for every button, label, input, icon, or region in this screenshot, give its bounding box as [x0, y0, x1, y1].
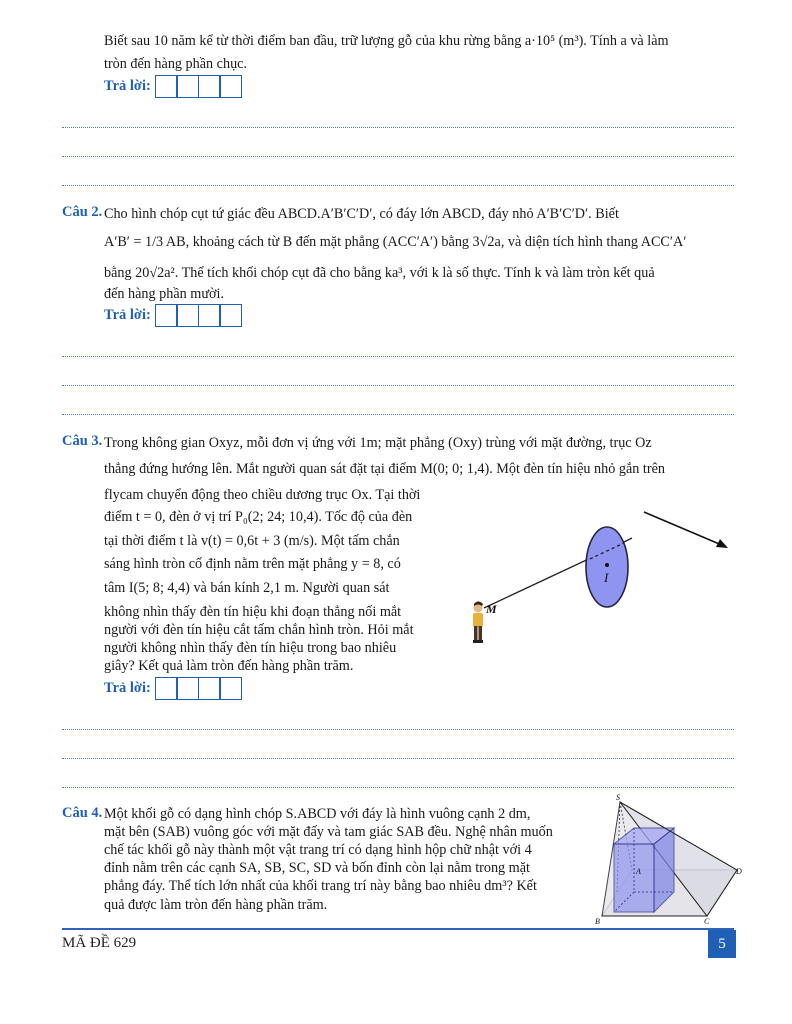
answer-line — [62, 729, 734, 730]
answer-box[interactable] — [155, 677, 178, 700]
answer-line — [62, 356, 734, 357]
answer-box[interactable] — [155, 304, 178, 327]
question-4-line: đỉnh nằm trên các cạnh SA, SB, SC, SD và bốn đỉnh còn lại nằm trong mặt — [104, 860, 530, 876]
question-2-line: A′B′ = 1/3 AB, khoảng cách từ B đến mặt phẳng (ACC′A′) bằng 3√2a, và diện tích hình thang ACC′A′ — [104, 234, 687, 250]
sight-line — [484, 556, 595, 608]
question-4-figure — [592, 792, 742, 926]
question-2-line: bằng 20√2a². Thể tích khối chóp cụt đã cho bằng ka³, với k là số thực. Tính k và làm tròn kết quả — [104, 265, 655, 281]
label-A: A — [636, 867, 641, 876]
question-3-line: flycam chuyển động theo chiều dương trục Ox. Tại thời — [104, 487, 421, 503]
question-3-line: thẳng đứng hướng lên. Mắt người quan sát đặt tại điểm M(0; 0; 1,4). Một đèn tín hiệu nhỏ gắn trên — [104, 461, 665, 477]
answer-boxes[interactable] — [155, 677, 242, 700]
question-3-line: tâm I(5; 8; 4,4) và bán kính 2,1 m. Người quan sát — [104, 580, 390, 596]
question-3-line: tại thời điểm t là v(t) = 0,6t + 3 (m/s). Một tấm chắn — [104, 533, 400, 549]
answer-line — [62, 185, 734, 186]
arrow-head — [716, 539, 728, 548]
question-3-label: Câu 3. — [62, 433, 103, 449]
answer-box[interactable] — [198, 677, 221, 700]
page-number: 5 — [708, 930, 736, 958]
question-4-line: mặt bên (SAB) vuông góc với mặt đấy và tam giác SAB đều. Nghệ nhân muốn — [104, 824, 553, 840]
label-M: M — [486, 602, 497, 616]
answer-box[interactable] — [219, 304, 242, 327]
answer-line — [62, 787, 734, 788]
question-4-label: Câu 4. — [62, 805, 103, 821]
answer-line — [62, 385, 734, 386]
question-4-line: chế tác khối gỗ này thành một vật trang trí có dạng hình hộp chữ nhật với 4 — [104, 842, 532, 858]
answer-box[interactable] — [176, 304, 199, 327]
question-2-line: đến hàng phần mười. — [104, 286, 224, 302]
question-4-line: quả được làm tròn đến hàng phần trăm. — [104, 897, 328, 913]
answer-box[interactable] — [198, 304, 221, 327]
answer-row-1 — [104, 75, 242, 98]
question-3-line: không nhìn thấy đèn tín hiệu khi đoạn thẳng nối mắt — [104, 604, 402, 620]
footer-divider — [62, 928, 734, 930]
answer-box[interactable] — [198, 75, 221, 98]
answer-label: Trả lời: — [104, 78, 151, 94]
question-3-line: người với đèn tín hiệu cắt tấm chắn hình tròn. Hỏi mắt — [104, 622, 414, 638]
question-3-line: điểm t = 0, đèn ở vị trí P₀(2; 24; 10,4). Tốc độ của đèn — [104, 509, 413, 525]
label-B: B — [595, 917, 600, 926]
exam-code: MÃ ĐỀ 629 — [62, 935, 137, 951]
label-C: C — [704, 917, 710, 926]
label-D: D — [736, 867, 742, 876]
answer-line — [62, 127, 734, 128]
answer-box[interactable] — [219, 75, 242, 98]
question-3-line: người không nhìn thấy đèn tín hiệu trong bao nhiêu — [104, 640, 397, 656]
intro-line-2: tròn đến hàng phần chục. — [104, 56, 248, 72]
answer-boxes[interactable] — [155, 304, 242, 327]
question-2-line: Cho hình chóp cụt tứ giác đều ABCD.A′B′C′D′, có đáy lớn ABCD, đáy nhỏ A′B′C′D′. Biết — [104, 206, 619, 222]
question-3-line: sáng hình tròn cố định nằm trên mặt phẳng y = 8, có — [104, 556, 401, 572]
question-4-line: phẳng đáy. Thể tích lớn nhất của khối trang trí này bằng bao nhiêu dm³? Kết — [104, 878, 537, 894]
flycam-path — [644, 512, 724, 546]
question-3-line: Trong không gian Oxyz, mỗi đơn vị ứng với 1m; mặt phẳng (Oxy) trùng với mặt đường, trục Oz — [104, 435, 652, 451]
center-point — [605, 563, 609, 567]
question-3-figure — [462, 492, 736, 652]
answer-box[interactable] — [155, 75, 178, 98]
answer-row-3 — [104, 677, 242, 700]
answer-line — [62, 414, 734, 415]
answer-row-2 — [104, 304, 242, 327]
intro-line-1: Biết sau 10 năm kể từ thời điểm ban đầu, trữ lượng gỗ của khu rừng bằng a·10⁵ (m³). Tính a và làm — [104, 33, 669, 49]
label-I: I — [604, 570, 609, 585]
question-4-line: Một khối gỗ có dạng hình chóp S.ABCD với đáy là hình vuông cạnh 2 dm, — [104, 806, 531, 822]
answer-box[interactable] — [219, 677, 242, 700]
answer-label: Trả lời: — [104, 307, 151, 323]
answer-line — [62, 758, 734, 759]
label-S: S — [616, 793, 620, 802]
answer-box[interactable] — [176, 75, 199, 98]
answer-box[interactable] — [176, 677, 199, 700]
question-2-label: Câu 2. — [62, 204, 103, 220]
observer-person — [473, 602, 483, 644]
answer-boxes[interactable] — [155, 75, 242, 98]
question-3-line: giây? Kết quả làm tròn đến hàng phần trăm. — [104, 658, 354, 674]
answer-line — [62, 156, 734, 157]
answer-label: Trả lời: — [104, 680, 151, 696]
